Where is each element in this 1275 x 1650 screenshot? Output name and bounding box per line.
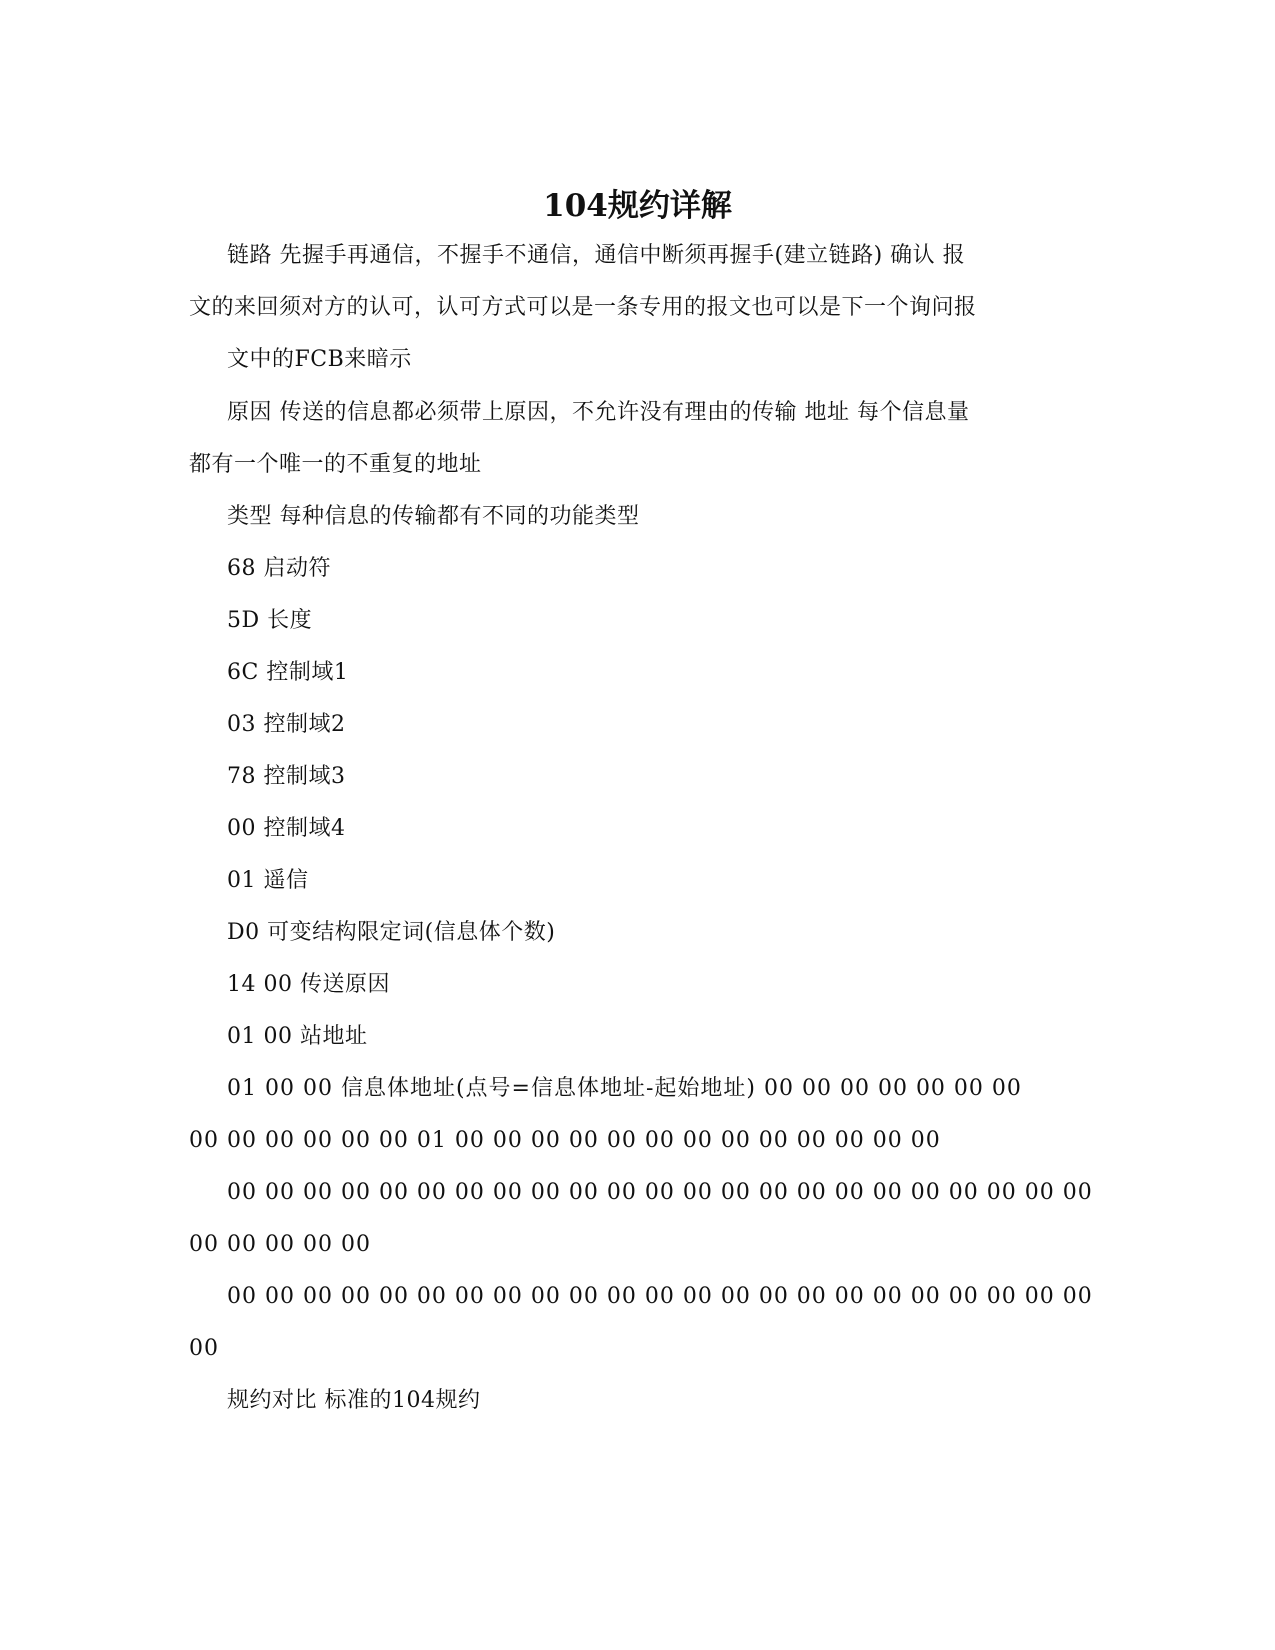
hex-line: 01 00 00 信息体地址(点号=信息体地址-起始地址) 00 00 00 00 00 00 00 xyxy=(227,1076,1022,1101)
hex-line: 00 00 00 00 00 xyxy=(189,1232,371,1257)
hex-line: 00 xyxy=(189,1336,219,1361)
paragraph-line: 规约对比 标准的104规约 xyxy=(227,1388,481,1413)
field-line: 01 遥信 xyxy=(227,868,309,893)
paragraph-line: 链路 先握手再通信，不握手不通信，通信中断须再握手(建立链路) 确认 报 xyxy=(227,243,966,268)
field-line: D0 可变结构限定词(信息体个数) xyxy=(227,920,556,945)
paragraph-line: 原因 传送的信息都必须带上原因，不允许没有理由的传输 地址 每个信息量 xyxy=(227,400,970,425)
paragraph-line: 都有一个唯一的不重复的地址 xyxy=(189,452,482,477)
field-line: 6C 控制域1 xyxy=(227,660,349,685)
field-line: 03 控制域2 xyxy=(227,712,346,737)
hex-line: 00 00 00 00 00 00 00 00 00 00 00 00 00 00 00 00 00 00 00 00 00 00 00 xyxy=(227,1284,1093,1309)
document-title: 104规约详解 xyxy=(543,188,732,224)
field-line: 5D 长度 xyxy=(227,608,313,633)
paragraph-line: 文中的FCB来暗示 xyxy=(227,347,412,372)
hex-line: 00 00 00 00 00 00 00 00 00 00 00 00 00 00 00 00 00 00 00 00 00 00 00 xyxy=(227,1180,1093,1205)
field-line: 78 控制域3 xyxy=(227,764,346,789)
field-line: 00 控制域4 xyxy=(227,816,346,841)
paragraph-line: 文的来回须对方的认可，认可方式可以是一条专用的报文也可以是下一个询问报 xyxy=(189,295,977,320)
field-line: 14 00 传送原因 xyxy=(227,972,390,997)
paragraph-line: 类型 每种信息的传输都有不同的功能类型 xyxy=(227,504,640,529)
field-line: 68 启动符 xyxy=(227,556,331,581)
hex-line: 00 00 00 00 00 00 01 00 00 00 00 00 00 00 00 00 00 00 00 00 xyxy=(189,1128,941,1153)
field-line: 01 00 站地址 xyxy=(227,1024,368,1049)
